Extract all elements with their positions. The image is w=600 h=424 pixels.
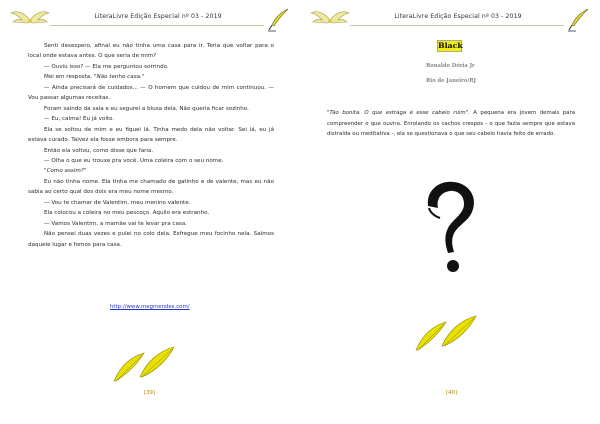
right-story-text — [327, 108, 575, 140]
wings-logo-icon — [10, 8, 50, 30]
paragraph: — Olha o que eu trouxe pra você. Uma coleira com o seu nome. — [44, 157, 224, 164]
italic-quote: "Tão bonita. O que estraga é esse cabelo ruim". — [327, 110, 470, 116]
page-number: [40] — [446, 390, 458, 396]
quill-pen-icon — [566, 8, 590, 32]
paragraph: Mei em resposta. "Não tenho casa." — [44, 74, 145, 81]
paragraph: Foram saindo da sala e eu segurei a blusa dela. Não queria ficar sozinho. — [44, 105, 249, 112]
paragraph: — Ainda precisará de cuidados... — O homem que cuidou de mim continuou. — Vou passar algumas receitas. — [28, 84, 274, 102]
paragraph: Ela se soltou de mim e eu fiquei lá. Tinha medo dela não voltar. Sei lá, eu já estava curado. Talvez ela fosse embora para sempre. — [28, 126, 274, 144]
wings-logo-icon — [310, 8, 350, 30]
paragraph — [28, 166, 274, 176]
quill-pen-icon — [266, 8, 290, 32]
header-rule — [350, 25, 564, 26]
paragraph: Eu não tinha nome. Ela tinha me chamado de gatinho e de valente, mas eu não sabia ao certo qual dos dois era meu nome mesmo. — [28, 178, 274, 196]
left-story-text — [28, 41, 274, 250]
paragraph: — Vou te chamar de Valentim, meu menino valente. — [44, 199, 191, 206]
page-number: [39] — [144, 390, 156, 396]
header-title: LiteraLivre Edição Especial nº 03 - 2019 — [94, 13, 222, 20]
paragraph: "Tão bonita. O que estraga é esse cabelo ruim". A pequena era jovem demais para compreender o que ouvira. Enrolando os cachos crespos - o que fazia sempre que estava distraída ou meditativa -, ela se questionava o que seu cabelo havia feito de errado. — [327, 110, 575, 137]
paragraph: Não pensei duas vezes e pulei no colo dela. Esfregue meu focinho nela. Saímos daquele lugar e fomos para casa. — [28, 231, 274, 248]
paragraph: — Eu, calma! Eu já volto. — [44, 116, 115, 123]
italic-quote: "Como assim?" — [44, 168, 87, 175]
author-name: Ronaldo Dória Jr — [426, 63, 475, 69]
paragraph: — Vamos Valentim, a mamãe vai te levar pra casa. — [44, 220, 188, 227]
author-website-link[interactable]: http://www.megmendes.com/ — [110, 304, 190, 310]
paragraph: — Ouviu isso? — Ela me perguntou sorrindo. — [44, 63, 169, 70]
paragraph: Então ela voltou, como disse que faria. — [44, 147, 154, 154]
feather-pair-icon — [110, 343, 182, 383]
header-rule — [50, 25, 264, 26]
author-city: Rio de Janeiro/RJ — [426, 78, 476, 84]
right-header — [310, 8, 590, 32]
left-header — [10, 8, 290, 32]
feather-pair-icon — [412, 312, 484, 352]
question-mark-icon — [420, 178, 480, 278]
header-title: LiteraLivre Edição Especial nº 03 - 2019 — [394, 13, 522, 20]
paragraph: Senti desespero, afinal eu não tinha uma casa para ir. Teria que voltar para o local onde estava antes. O que seria de mim? — [28, 43, 274, 60]
italic-quote: "Não tenho casa." — [93, 74, 145, 81]
paragraph: Ela colocou a coleira no meu pescoço. Aquilo era estranho. — [44, 210, 210, 217]
story-title: Black — [438, 41, 463, 50]
